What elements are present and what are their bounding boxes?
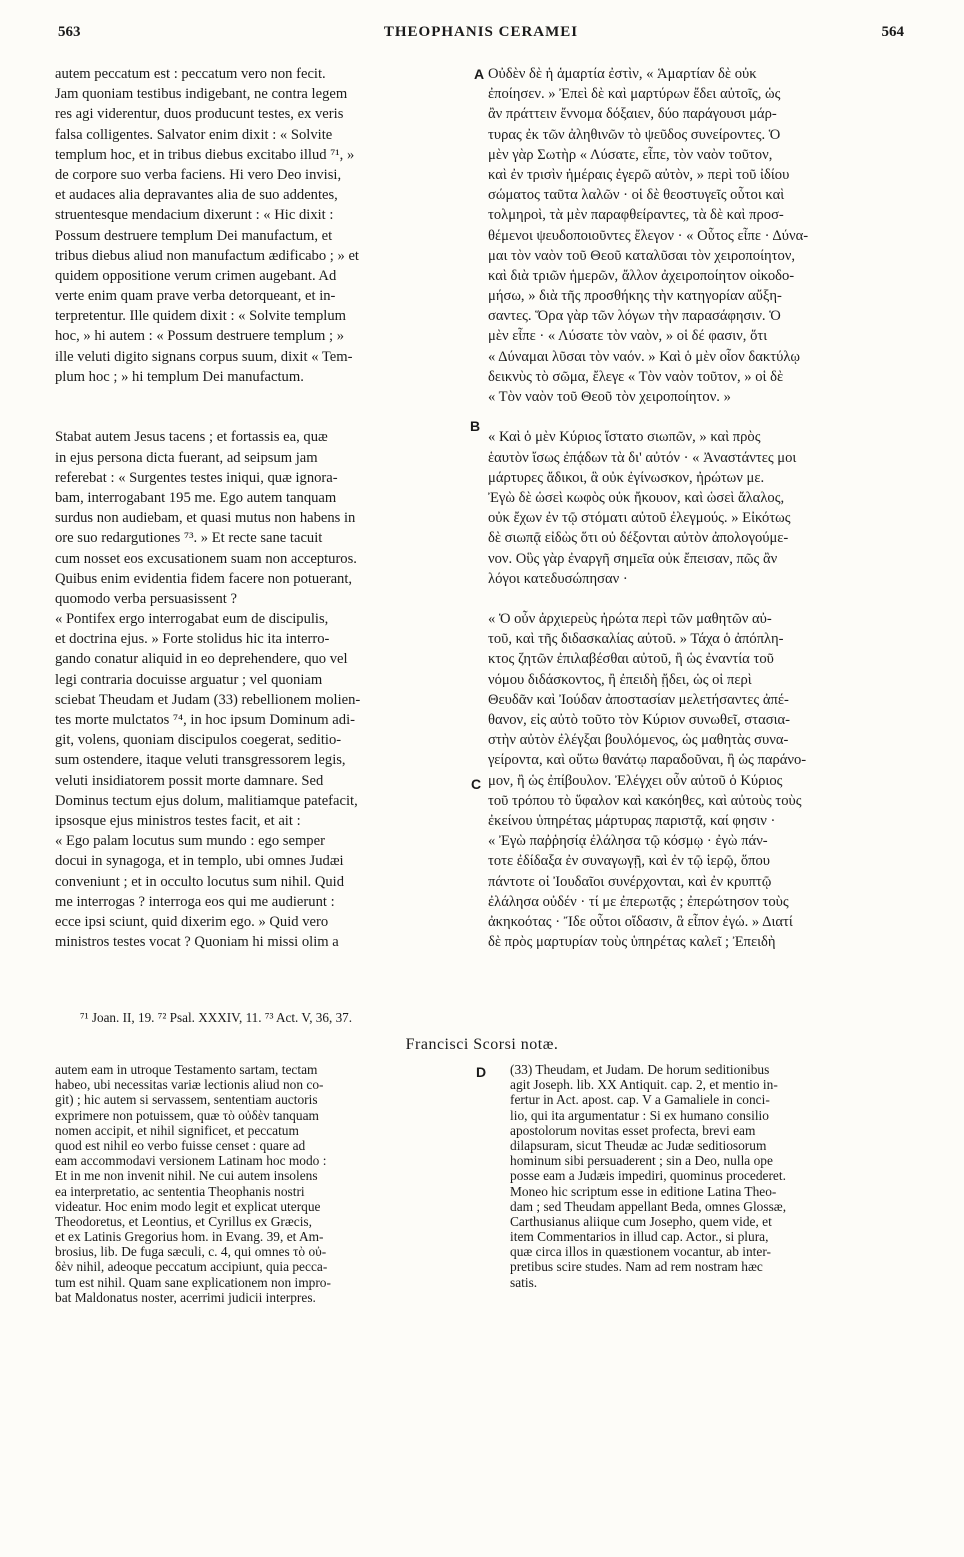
- note-text-line: apostolorum novitas esset profecta, brevi eam: [510, 1122, 756, 1138]
- latin-text-line: terpretentur. Ille quidem dixit : « Solvite templum: [55, 308, 347, 325]
- note-text-line: bat Maldonatus noster, acerrimi judicii interpres.: [55, 1289, 316, 1305]
- greek-text-line: νον. Οὓς γὰρ ἐναργῆ σημεῖα οὐκ ἔπεισαν, πῶς ἂν: [488, 550, 778, 567]
- note-text-line: hominum sibi persuaderent ; sin a Deo, nulla ope: [510, 1153, 773, 1169]
- latin-text-line: Quibus enim evidentia fidem facere non potuerant,: [55, 570, 353, 587]
- latin-text-line: res agi viderentur, duos producunt testes, ex veris: [55, 106, 344, 123]
- note-text-line: Carthusianus aliique cum Josepho, quem vide, et: [510, 1213, 772, 1229]
- greek-text-line: μαι τὸν ναὸν τοῦ Θεοῦ καταλῦσαι τὸν χειροποίητον,: [488, 247, 796, 264]
- note-text-line: quæ circa illos in quæstionem vocantur, ab inter-: [510, 1244, 771, 1260]
- latin-text-line: in ejus persona dicta fuerant, ad seipsum jam: [55, 449, 318, 466]
- latin-text-line: bam, interrogabant 195 me. Ego autem tanquam: [55, 489, 337, 506]
- note-text-line: nomen accipit, et nihil significet, et peccatum: [55, 1122, 299, 1138]
- note-text-line: satis.: [510, 1274, 538, 1290]
- latin-text-line: sum ostendere, itaque veluti transgressorem legis,: [55, 752, 346, 769]
- note-text-line: fertur in Act. apost. cap. V a Gamaliele in conci-: [510, 1092, 770, 1108]
- latin-text-line: sciebat Theudam et Judam (33) rebellionem molien-: [55, 691, 361, 708]
- latin-text-line: docui in synagoga, et in templo, ubi omnes Judæi: [55, 853, 344, 870]
- latin-text-line: ipsosque ejus ministros testes facit, et ait :: [55, 812, 301, 829]
- greek-text-line: τοῦ τρόπου τὸ ὕφαλον καὶ κακόηθες, καὶ αὐτοὺς τοὺς: [488, 792, 802, 809]
- note-text-line: quod est nihil eo verbo fuisse censet : quare ad: [55, 1137, 306, 1153]
- greek-text-line: ἂν πράττειν ἔννομα δόξαιεν, δύο παράγουσι μάρ-: [488, 106, 777, 123]
- greek-text-line: οὐκ ἔχων ἐν τῷ στόματι αὐτοῦ ἐλεγμούς. » Εἰκότως: [488, 510, 791, 527]
- greek-text-line: ἀκηκοότας · Ἴδε οὗτοι οἴδασιν, ἃ εἶπον ἐγώ. » Διατί: [488, 913, 793, 930]
- latin-text-line: plum hoc ; » hi templum Dei manufactum.: [55, 368, 304, 385]
- note-text-line: git) ; hic autem si servassem, sententiam auctoris: [55, 1092, 318, 1108]
- left-page-number: 563: [58, 24, 81, 40]
- running-title: THEOPHANIS CERAMEI: [383, 24, 579, 40]
- latin-text-line: « Pontifex ergo interrogabat eum de discipulis,: [55, 611, 329, 628]
- latin-text-line: ille veluti digito signans corpus suum, dixit « Tem-: [55, 348, 353, 365]
- latin-text-line: referebat : « Surgentes testes iniqui, quæ ignora-: [55, 469, 338, 486]
- latin-text-line: et audaces alia depravantes alia de suo addentes,: [55, 187, 338, 204]
- latin-text-line: legi contraria docuisse arguatur ; vel quoniam: [55, 671, 323, 688]
- latin-text-line: tes morte mulctatos ⁷⁴, in hoc ipsum Dominum adi-: [55, 712, 355, 728]
- latin-text-line: veluti insidiatorem possit morte damnare. Sed: [55, 772, 324, 789]
- note-text-line: (33) Theudam, et Judam. De horum seditionibus: [510, 1062, 770, 1077]
- note-text-line: Theodoretus, et Leontius, et Cyrillus ex Græcis,: [55, 1213, 312, 1229]
- section-marker-d: D: [476, 1064, 487, 1080]
- greek-text-line: « Τὸν ναὸν τοῦ Θεοῦ τὸν χειροποίητον. »: [488, 389, 731, 405]
- greek-text-line: τοτε ἐδίδαξα ἐν συναγωγῇ, καὶ ἐν τῷ ἱερῷ, ὅπου: [488, 853, 771, 870]
- latin-text-line: me interrogas ? interroga eos qui me audierunt :: [55, 893, 335, 910]
- greek-text-line: γείροντα, καὶ οὕτω θανάτῳ παραδοῦναι, ἢ ὡς παράνο-: [488, 752, 807, 769]
- greek-text-line: σώματος ταῦτα λαλῶν · οἱ δὲ θεοστυγεῖς οὗτοι καὶ: [488, 187, 785, 204]
- latin-text-column: [55, 64, 473, 952]
- latin-text-line: gando conatur aliquid in eo deprehendere, quo vel: [55, 651, 348, 668]
- latin-text-line: tribus diebus aliud non manufactum ædificabo ; » et: [55, 247, 359, 264]
- greek-text-line: τοῦ, καὶ τῆς διδασκαλίας αὐτοῦ. » Τάχα ὁ ἀπόπλη-: [488, 631, 784, 648]
- latin-text-line: falsa colligentes. Salvator enim dixit : « Solvite: [55, 126, 333, 143]
- section-marker-b: B: [470, 418, 481, 434]
- note-text-line: exprimere non potuissem, quæ τὸ οὐδὲν tanquam: [55, 1107, 319, 1123]
- section-marker-c: C: [471, 776, 482, 792]
- greek-text-line: [488, 589, 908, 609]
- latin-text-line: ecce ipsi sciunt, quid dixerim ego. » Quid vero: [55, 913, 329, 930]
- latin-text-line: Dominus tectum ejus dolum, malitiamque patefacit,: [55, 792, 358, 809]
- greek-text-line: καὶ ἐν τρισὶν ἡμέραις ἐγερῶ αὐτὸν, » περὶ τοῦ ἰδίου: [488, 166, 790, 183]
- notes-heading: Francisci Scorsi notæ.: [405, 1036, 559, 1053]
- greek-text-line: Θευδᾶν καὶ Ἰούδαν ἀποστασίαν μελετήσαντες ἀπέ-: [488, 691, 789, 708]
- greek-text-line: ἑαυτὸν ἴσως ἐπᾴδων τὰ δι' αὐτόν · « Ἀναστάντες μοι: [488, 449, 797, 466]
- greek-text-line: δὲ πρὸς μαρτυρίαν τοὺς ὑπηρέτας καλεῖ ; Ἐπειδὴ: [488, 934, 776, 951]
- latin-text-line: autem peccatum est : peccatum vero non fecit.: [55, 66, 326, 82]
- greek-text-line: θέμενοι ψευδοποιοῦντες ἔλεγον · « Οὗτος εἶπε · Δύνα-: [488, 227, 809, 244]
- note-text-line: ea interpretatio, ac sententia Theophanis nostri: [55, 1183, 305, 1199]
- latin-text-line: templum hoc, et in tribus diebus excitabo illud ⁷¹, »: [55, 146, 355, 163]
- note-text-line: et ex Latinis Gregorius hom. in Evang. 39, et Am-: [55, 1229, 324, 1245]
- latin-text-line: ministros testes vocat ? Quoniam hi missi olim a: [55, 934, 339, 951]
- note-text-line: Moneo hic scriptum esse in editione Latina Theo-: [510, 1183, 777, 1199]
- greek-text-line: καὶ διὰ τριῶν ἡμερῶν, ἄλλον ἀχειροποίητον οἰκοδο-: [488, 267, 795, 284]
- note-text-line: δὲν nihil, adeoque peccatum accipiunt, quia pecca-: [55, 1259, 328, 1275]
- greek-text-line: « Ὁ οὖν ἀρχιερεὺς ἠρώτα περὶ τῶν μαθητῶν αὐ-: [488, 611, 772, 628]
- greek-text-line: δεικνὺς τὸ σῶμα, ἔλεγε « Τὸν ναὸν τοῦτον, » οἱ δὲ: [488, 368, 784, 385]
- greek-text-column: [488, 64, 908, 952]
- greek-text-line: σαντες. Ὅρα γὰρ τῶν λόγων τὴν παρασάφησιν. Ὁ: [488, 308, 781, 325]
- greek-text-line: μήσω, » διὰ τῆς προσθήκης τὴν κατηγορίαν αὔξη-: [488, 288, 782, 305]
- greek-text-line: ἐποίησεν. » Ἐπεὶ δὲ καὶ μαρτύρων ἔδει αὐτοῖς, ὡς: [488, 86, 781, 103]
- latin-text-line: cum nosset eos excusationem suam non accepturos.: [55, 550, 357, 567]
- note-text-line: dam ; sed Theudam appellant Beda, omnes Glossæ,: [510, 1198, 787, 1214]
- greek-text-line: « Καὶ ὁ μὲν Κύριος ἵστατο σιωπῶν, » καὶ πρὸς: [488, 429, 761, 446]
- latin-text-line: Possum destruere templum Dei manufactum, et: [55, 227, 333, 244]
- right-page-number: 564: [881, 24, 904, 40]
- greek-text-line: « Δύναμαι λῦσαι τὸν ναόν. » Καὶ ὁ μὲν οἷον δακτύλῳ: [488, 348, 800, 365]
- greek-text-line: πάντοτε οἱ Ἰουδαῖοι συνέρχονται, καὶ ἐν κρυπτῷ: [488, 873, 772, 890]
- greek-text-line: μάρτυρες ἄδικοι, ἃ οὐκ ἐγίνωσκον, ἠρώτων με.: [488, 469, 765, 486]
- greek-text-line: μον, ἢ ὡς ἐπίβουλον. Ἐλέγχει οὖν αὐτοῦ ὁ Κύριος: [488, 772, 783, 789]
- latin-text-line: ore suo redargutiones ⁷³. » Et recte sane tacuit: [55, 530, 323, 547]
- greek-text-line: δὲ σιωπᾷ εἰδὼς ὅτι οὐ δέξονται αὐτὸν ἀπολογούμε-: [488, 530, 789, 547]
- note-text-line: dilapsuram, sicut Theudæ ac Judæ seditiosorum: [510, 1137, 767, 1153]
- greek-text-line: νόμου διδάσκοντος, ἢ ἐπειδὴ ᾔδει, ὡς οἱ περὶ: [488, 671, 752, 688]
- note-text-line: eam accommodavi versionem Latinam hoc modo :: [55, 1153, 327, 1169]
- latin-text-line: [55, 387, 473, 407]
- greek-text-line: τολμηροὶ, τὰ μὲν παραφθείραντες, τὰ δὲ καὶ προσ-: [488, 207, 784, 224]
- greek-text-line: [488, 407, 908, 427]
- latin-text-line: « Ego palam locutus sum mundo : ego semper: [55, 833, 325, 850]
- greek-text-line: Οὐδὲν δὲ ἡ ἁμαρτία ἐστὶν, « Ἁμαρτίαν δὲ οὐκ: [488, 66, 757, 82]
- latin-text-line: Stabat autem Jesus tacens ; et fortassis ea, quæ: [55, 429, 328, 446]
- latin-text-line: surdus non audiebam, et quasi mutus non habens in: [55, 510, 356, 527]
- note-text-line: brosius, lib. De fuga sæculi, c. 4, qui omnes τὸ οὐ-: [55, 1244, 327, 1260]
- latin-text-line: hoc, » hi autem : « Possum destruere templum ; »: [55, 328, 344, 345]
- page-header: [58, 18, 904, 44]
- greek-text-line: ἐλάλησα οὐδέν · τί με ἐπερωτᾷς ; ἐπερώτησον τοὺς: [488, 893, 789, 910]
- section-marker-a: A: [474, 66, 485, 82]
- latin-text-line: verte enim quam prave verba detorqueant, et in-: [55, 288, 336, 305]
- note-text-line: Et in me non invenit nihil. Ne cui autem insolens: [55, 1168, 318, 1184]
- latin-text-line: quidem oppositione verum crimen augebant. Ad: [55, 267, 337, 284]
- latin-text-line: git, volens, quoniam discipulos coegerat, seditio-: [55, 732, 342, 749]
- latin-text-line: de corpore suo verba faciens. Hi vero Deo invisi,: [55, 166, 342, 183]
- greek-text-line: ἐκείνου ὑπηρέτας μάρτυρας παριστᾷ, καί φησιν ·: [488, 812, 776, 829]
- latin-text-line: et doctrina ejus. » Forte stolidus hic ita interro-: [55, 631, 330, 648]
- notes-left-column: [55, 1062, 475, 1305]
- note-text-line: posse eam a Judæis impediri, quominus procederet.: [510, 1168, 786, 1184]
- greek-text-line: μὲν γὰρ Σωτὴρ « Λύσατε, εἶπε, τὸν ναὸν τοῦτον,: [488, 146, 773, 163]
- latin-text-line: Jam quoniam testibus indigebant, ne contra legem: [55, 86, 348, 103]
- note-text-line: lio, qui ita argumentatur : Si ex humano consilio: [510, 1107, 769, 1123]
- note-text-line: habeo, ubi necessitas variæ lectionis aliud non co-: [55, 1077, 324, 1093]
- note-text-line: videatur. Hoc enim modo legit et explicat uterque: [55, 1198, 321, 1214]
- latin-text-line: conveniunt ; et in occulto locutus sum nihil. Quid: [55, 873, 345, 890]
- note-text-line: tum est nihil. Quam sane explicationem non impro-: [55, 1274, 331, 1290]
- note-text-line: item Commentarios in illud cap. Actor., si plura,: [510, 1229, 769, 1245]
- latin-text-line: [55, 407, 473, 427]
- note-text-line: agit Joseph. lib. XX Antiquit. cap. 2, et mentio in-: [510, 1077, 778, 1093]
- scripture-references: ⁷¹ Joan. II, 19. ⁷² Psal. XXXIV, 11. ⁷³ Act. V, 36, 37.: [80, 1010, 353, 1025]
- greek-text-line: τυρας ἐκ τῶν ἀληθινῶν τὸ ψεῦδος συνείροντες. Ὁ: [488, 126, 781, 143]
- note-text-line: autem eam in utroque Testamento sartam, tectam: [55, 1062, 318, 1077]
- latin-text-line: quomodo verba persuasissent ?: [55, 590, 237, 607]
- greek-text-line: κτος ζητῶν ἐπιλαβέσθαι αὐτοῦ, ἢ ὡς ἐναντία τοῦ: [488, 651, 774, 668]
- greek-text-line: μὲν εἶπε · « Λύσατε τὸν ναὸν, » οἱ δέ φασιν, ὅτι: [488, 328, 768, 345]
- greek-text-line: λόγοι κατεδυσώπησαν ·: [488, 570, 628, 587]
- latin-text-line: struentesque mendacium dixerunt : « Hic dixit :: [55, 207, 334, 224]
- greek-text-line: Ἐγὼ δὲ ὡσεὶ κωφὸς οὐκ ἤκουον, καὶ ὡσεὶ ἄλαλος,: [488, 489, 785, 506]
- greek-text-line: « Ἐγὼ παῤῥησίᾳ ἐλάλησα τῷ κόσμῳ · ἐγὼ πάν-: [488, 833, 768, 850]
- greek-text-line: στὴν αὐτὸν ἐλέγξαι βουλόμενος, ὡς μαθητὰς συνα-: [488, 732, 789, 749]
- greek-text-line: θανον, εἰς αὐτὸ τοῦτο τὸν Κύριον συνωθεῖ, στασια-: [488, 712, 791, 728]
- note-text-line: pretibus scire studes. Nam ad rem nostram hæc: [510, 1259, 763, 1275]
- notes-right-column: [510, 1062, 908, 1290]
